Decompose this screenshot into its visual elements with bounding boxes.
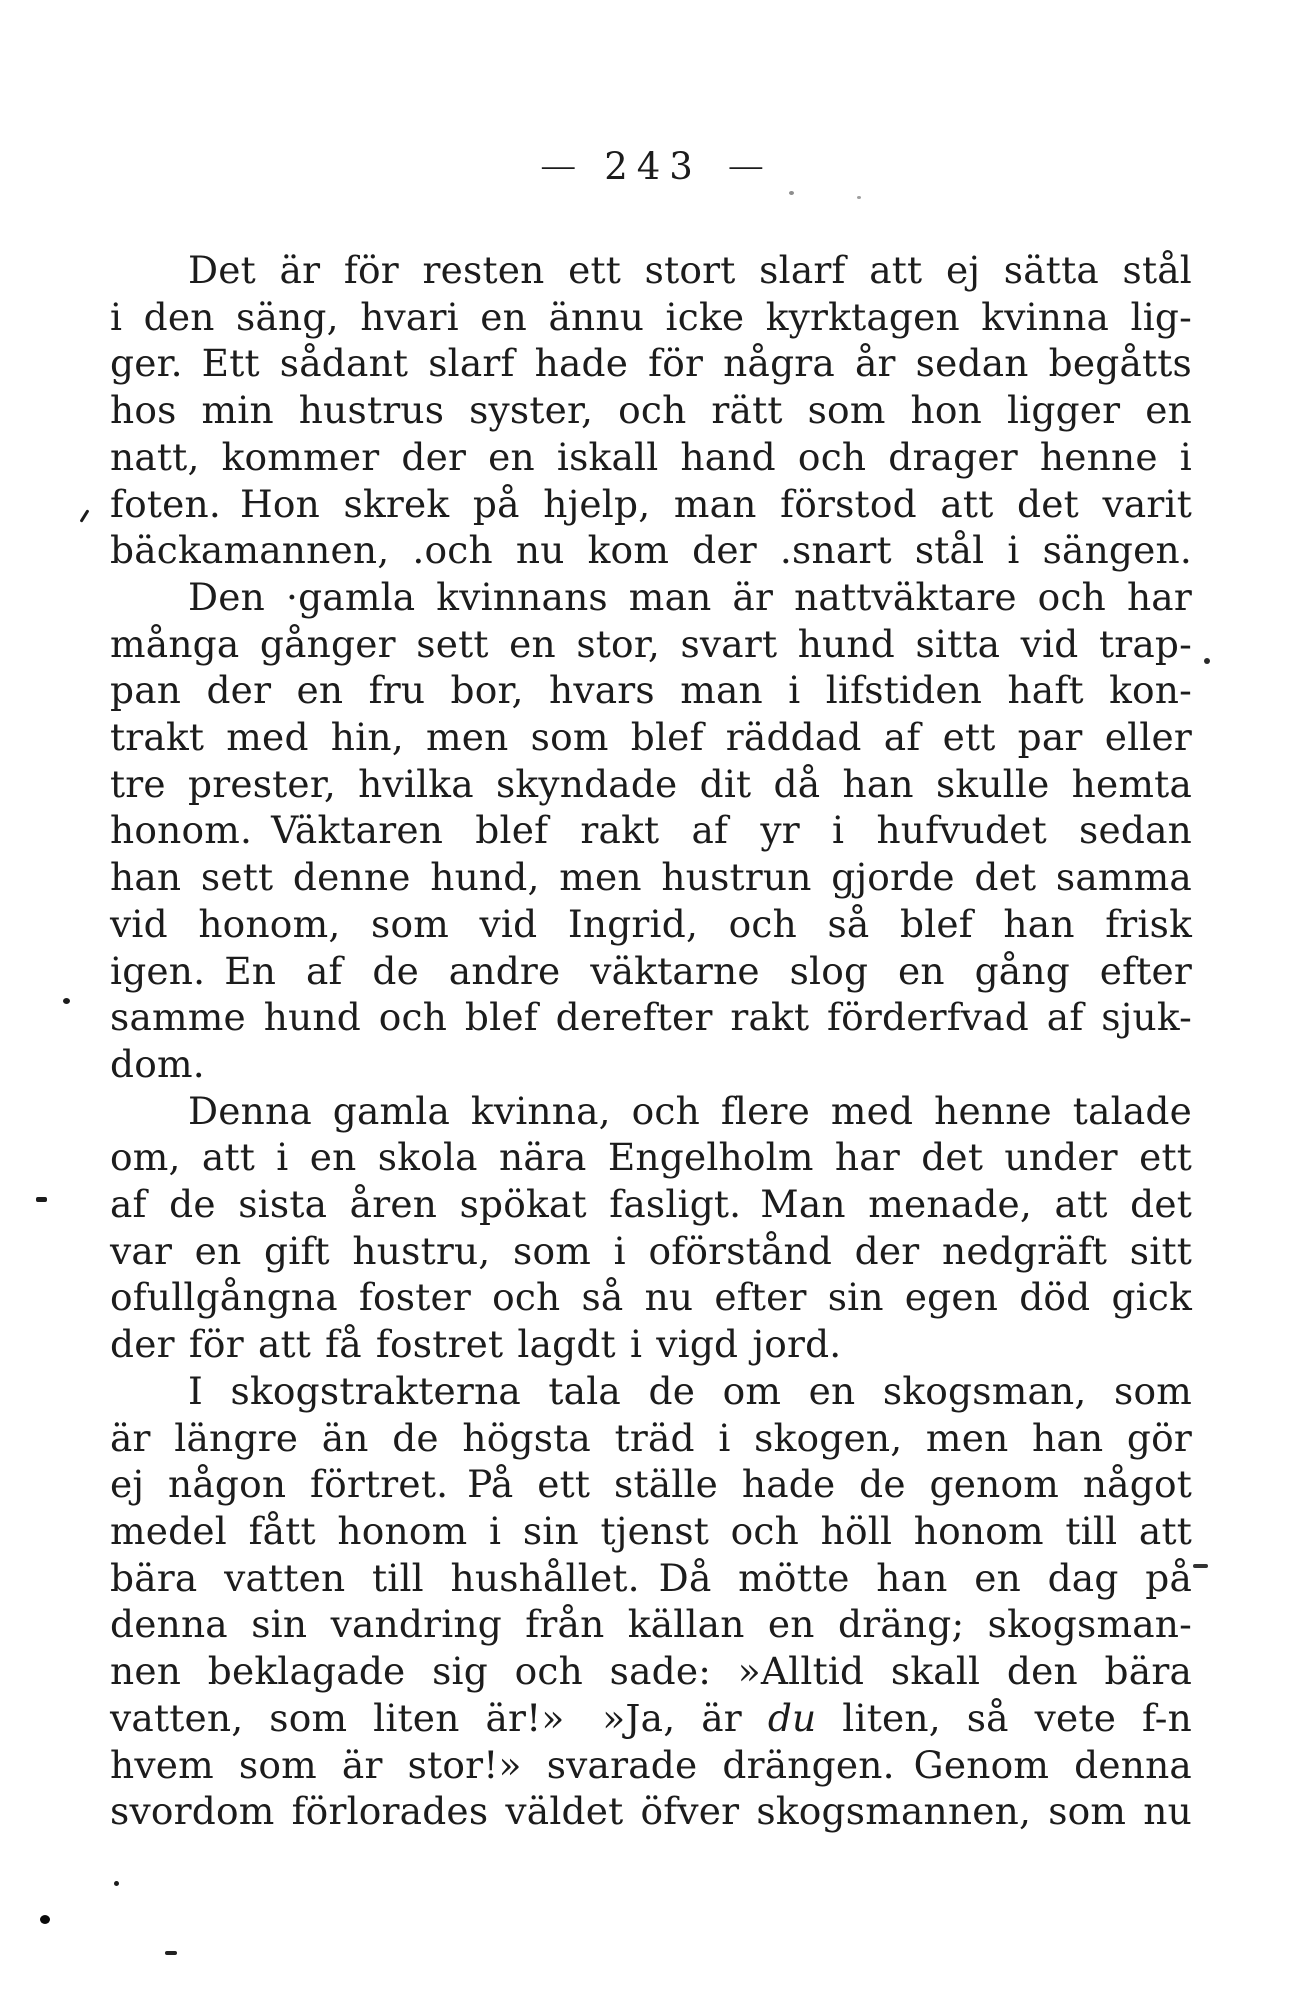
text-line: medel fått honom i sin tjenst och höll honom till att [110, 1508, 1192, 1553]
text-line: natt, kommer der en iskall hand och drager henne i [110, 434, 1192, 479]
text-line: af de sista åren spökat fasligt. Man menade, att det [110, 1182, 1192, 1227]
ink-speck [1204, 658, 1210, 664]
text-line: pan der en fru bor, hvars man i lifstiden haft kon- [110, 668, 1192, 713]
text-line: svordom förlorades väldet öfver skogsmannen, som nu [110, 1789, 1192, 1834]
ink-speck [63, 998, 70, 1004]
text-line: om, att i en skola nära Engelholm har det under ett [110, 1135, 1192, 1180]
text-line: bära vatten till hushållet. Då mötte han en dag på [110, 1555, 1192, 1600]
text-line: ofullgångna foster och så nu efter sin egen död gick [110, 1275, 1192, 1320]
text-line: vatten, som liten är!» »Ja, är du liten, så vete f-n [110, 1695, 1192, 1740]
paragraph [110, 1088, 1192, 1368]
ink-speck [1193, 1564, 1208, 1568]
text-line: Den ·gamla kvinnans man är nattväktare och har [188, 574, 1192, 619]
text-line: var en gift hustru, som i oförstånd der nedgräft sitt [110, 1228, 1192, 1273]
ink-speck [80, 509, 90, 522]
text-line: der för att få fostret lagdt i vigd jord. [110, 1322, 842, 1367]
text-line: i den säng, hvari en ännu icke kyrktagen kvinna lig- [110, 294, 1192, 339]
paragraph [110, 247, 1192, 574]
text-line: dom. [110, 1041, 205, 1086]
ink-speck [857, 196, 861, 199]
text-line: denna sin vandring från källan en dräng; skogsman- [110, 1602, 1192, 1647]
text-line: I skogstrakterna tala de om en skogsman, som [188, 1368, 1192, 1413]
text-line: många gånger sett en stor, svart hund sitta vid trap- [110, 621, 1192, 666]
text-line: hvem som är stor!» svarade drängen. Genom denna [110, 1742, 1192, 1787]
text-line: han sett denne hund, men hustrun gjorde det samma [110, 855, 1192, 900]
text-line: Denna gamla kvinna, och flere med henne talade [188, 1088, 1192, 1133]
text-line: foten. Hon skrek på hjelp, man förstod att det varit [110, 481, 1192, 526]
ink-speck [36, 1197, 47, 1202]
text-line: igen. En af de andre väktarne slog en gång efter [110, 948, 1192, 993]
text-line: ej någon förtret. På ett ställe hade de genom något [110, 1462, 1192, 1507]
text-line: honom. Väktaren blef rakt af yr i hufvudet sedan [110, 808, 1192, 853]
header-rule-left: — [540, 150, 575, 182]
page-number: 243 [604, 145, 702, 188]
page-header [110, 145, 1192, 188]
ink-speck [114, 1881, 119, 1886]
ink-speck [165, 1951, 177, 1955]
text-line: hos min hustrus syster, och rätt som hon ligger en [110, 388, 1192, 433]
text-line: tre prester, hvilka skyndade dit då han skulle hemta [110, 761, 1192, 806]
ink-speck [789, 191, 794, 195]
text-line: ger. Ett sådant slarf hade för några år sedan begåtts [110, 341, 1192, 386]
header-rule-right: — [727, 150, 762, 182]
text-line: Det är för resten ett stort slarf att ej sätta stål [188, 248, 1192, 292]
ink-speck [40, 1915, 50, 1924]
text-line: vid honom, som vid Ingrid, och så blef han frisk [110, 901, 1192, 946]
text-block [110, 247, 1192, 1835]
text-line: trakt med hin, men som blef räddad af ett par eller [110, 715, 1192, 760]
text-line: samme hund och blef derefter rakt förderfvad af sjuk- [110, 995, 1192, 1040]
paragraph [110, 1368, 1192, 1835]
text-line: nen beklagade sig och sade: »Alltid skall den bära [110, 1649, 1192, 1694]
text-line: bäckamannen, .och nu kom der .snart stål i sängen. [110, 528, 1192, 573]
text-line: är längre än de högsta träd i skogen, men han gör [110, 1415, 1192, 1460]
paragraph [110, 574, 1192, 1088]
